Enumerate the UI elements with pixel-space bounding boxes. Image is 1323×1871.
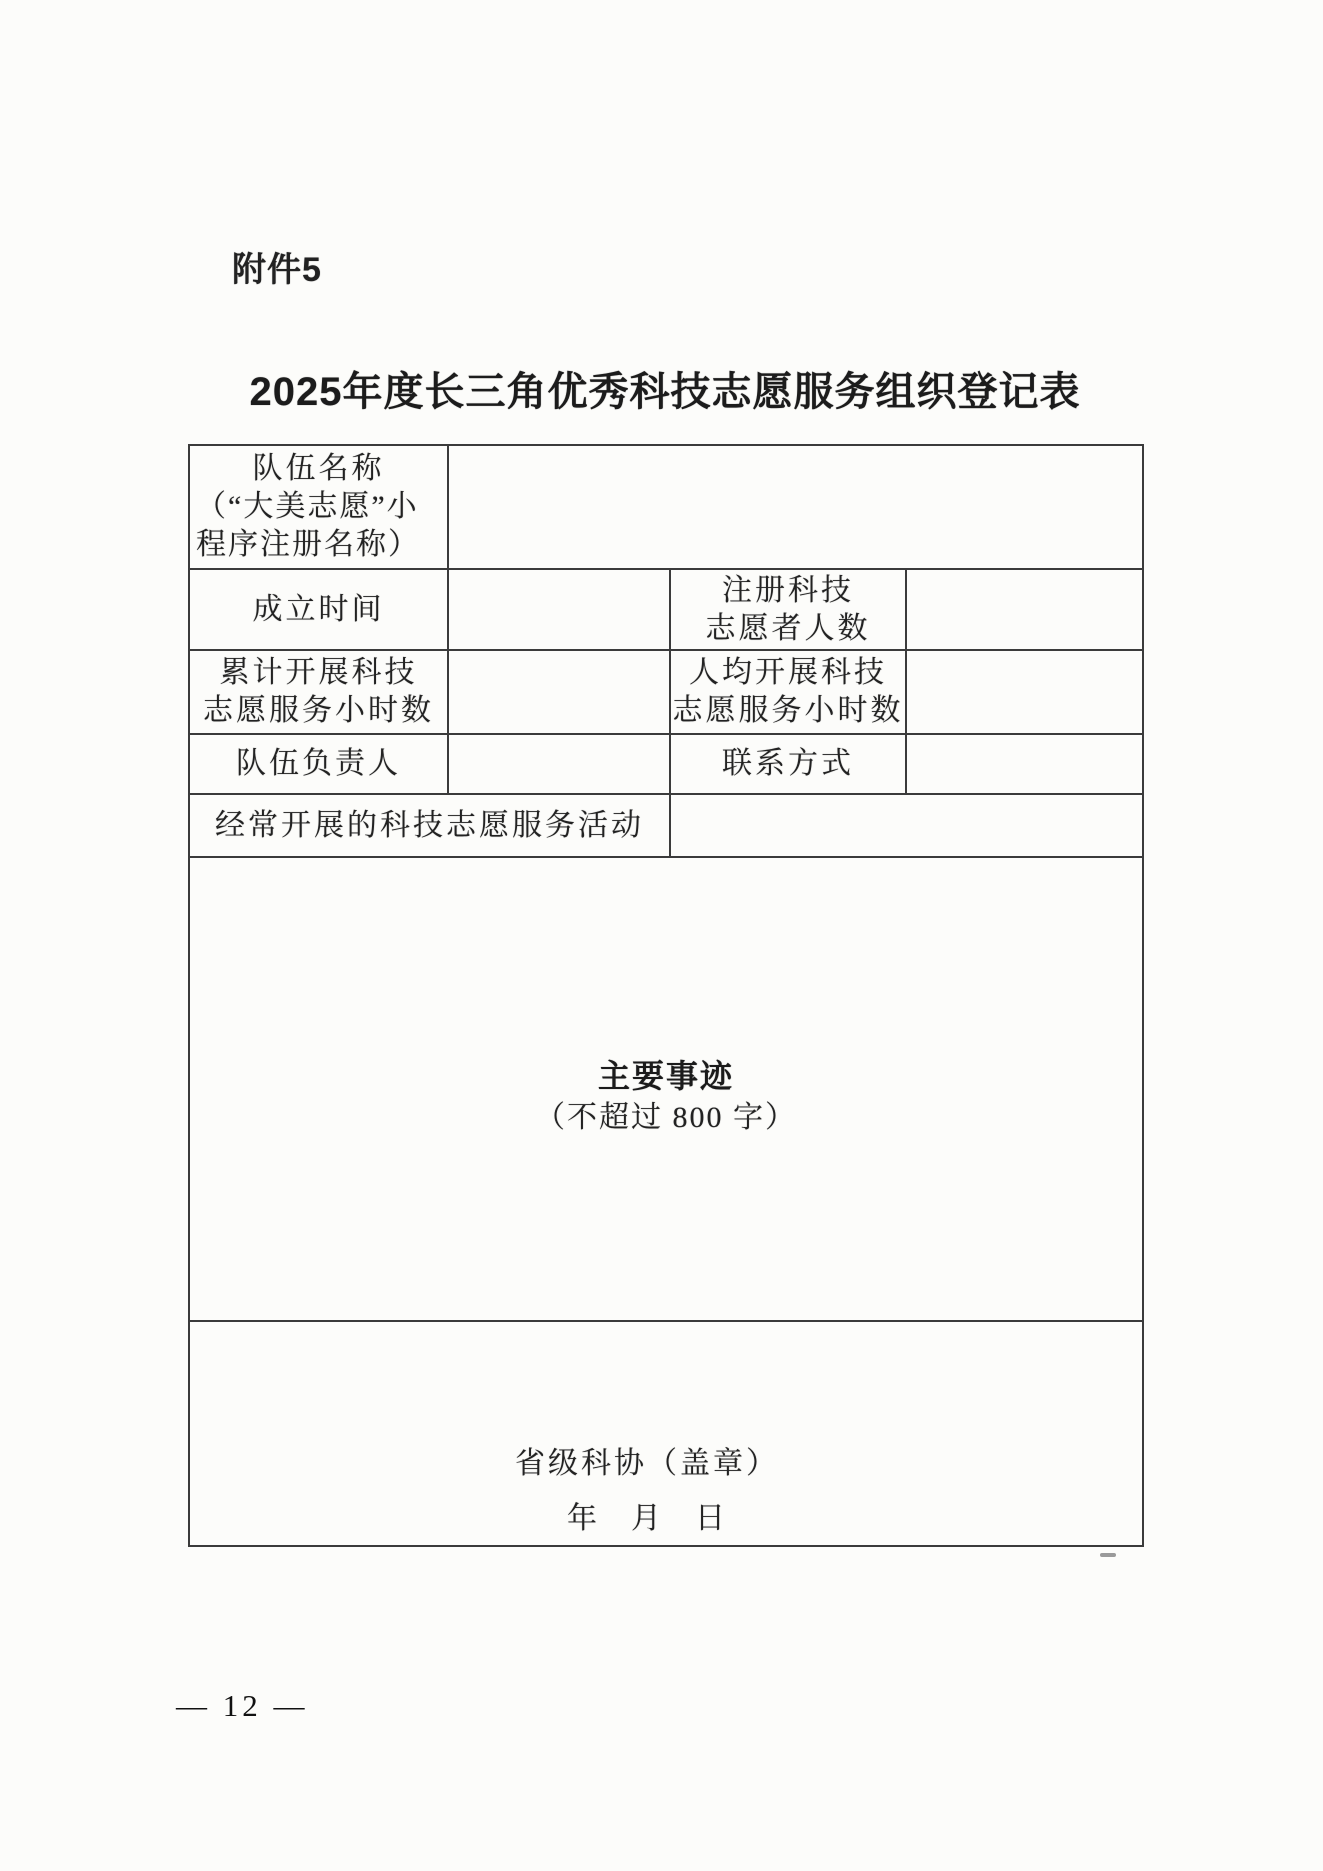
total-hours-value-cell xyxy=(448,650,670,734)
scan-smudge xyxy=(1100,1553,1116,1557)
registered-volunteers-label-cell xyxy=(670,569,906,650)
signature-block xyxy=(515,1445,779,1538)
total-hours-label-line: 志愿服务小时数 xyxy=(203,694,434,727)
per-capita-hours-label-cell xyxy=(670,650,906,734)
page-number: — 12 — xyxy=(176,1688,309,1723)
team-name-value-cell xyxy=(448,445,1143,569)
table-row-established xyxy=(189,569,1143,650)
table-row-leader-contact xyxy=(189,734,1143,794)
date-label: 年 月 日 xyxy=(567,1502,728,1535)
frequent-activities-label-cell: 经常开展的科技志愿服务活动 xyxy=(189,794,670,857)
established-time-label-cell: 成立时间 xyxy=(189,569,448,650)
main-deeds-title: 主要事迹 xyxy=(598,1058,735,1094)
main-deeds-cell xyxy=(189,857,1143,1321)
total-hours-label-line: 累计开展科技 xyxy=(219,656,418,689)
team-name-label-cell xyxy=(189,445,448,569)
team-leader-value-cell xyxy=(448,734,670,794)
table-row-service-hours xyxy=(189,650,1143,734)
page-title: 2025年度长三角优秀科技志愿服务组织登记表 xyxy=(249,370,1081,414)
registered-volunteers-label-line: 注册科技 xyxy=(722,573,854,607)
registered-volunteers-value-cell xyxy=(906,569,1143,650)
table-row-main-deeds xyxy=(189,857,1143,1321)
total-hours-label-cell xyxy=(189,650,448,734)
registration-form-table xyxy=(188,444,1144,1547)
registered-volunteers-label-line: 志愿者人数 xyxy=(705,611,871,645)
frequent-activities-value-cell xyxy=(670,794,1143,857)
main-deeds-note: （不超过 800 字） xyxy=(535,1101,798,1134)
seal-label: 省级科协（盖章） xyxy=(515,1447,780,1480)
per-capita-hours-value-cell xyxy=(906,650,1143,734)
contact-method-value-cell xyxy=(906,734,1143,794)
attachment-label: 附件5 xyxy=(232,251,322,289)
team-leader-label-cell: 队伍负责人 xyxy=(189,734,448,794)
table-row-team-name xyxy=(189,445,1143,569)
established-time-value-cell xyxy=(448,569,670,650)
table-row-signature xyxy=(189,1321,1143,1546)
table-row-frequent-activities xyxy=(189,794,1143,857)
team-name-label-line: 程序注册名称） xyxy=(196,528,420,561)
per-capita-hours-label-line: 人均开展科技 xyxy=(689,656,887,689)
signature-cell xyxy=(189,1321,1143,1546)
contact-method-label-cell: 联系方式 xyxy=(670,734,906,794)
team-name-label-line: （“大美志愿”小 xyxy=(196,490,419,523)
per-capita-hours-label-line: 志愿服务小时数 xyxy=(672,694,904,727)
team-name-label-line: 队伍名称 xyxy=(252,452,385,485)
